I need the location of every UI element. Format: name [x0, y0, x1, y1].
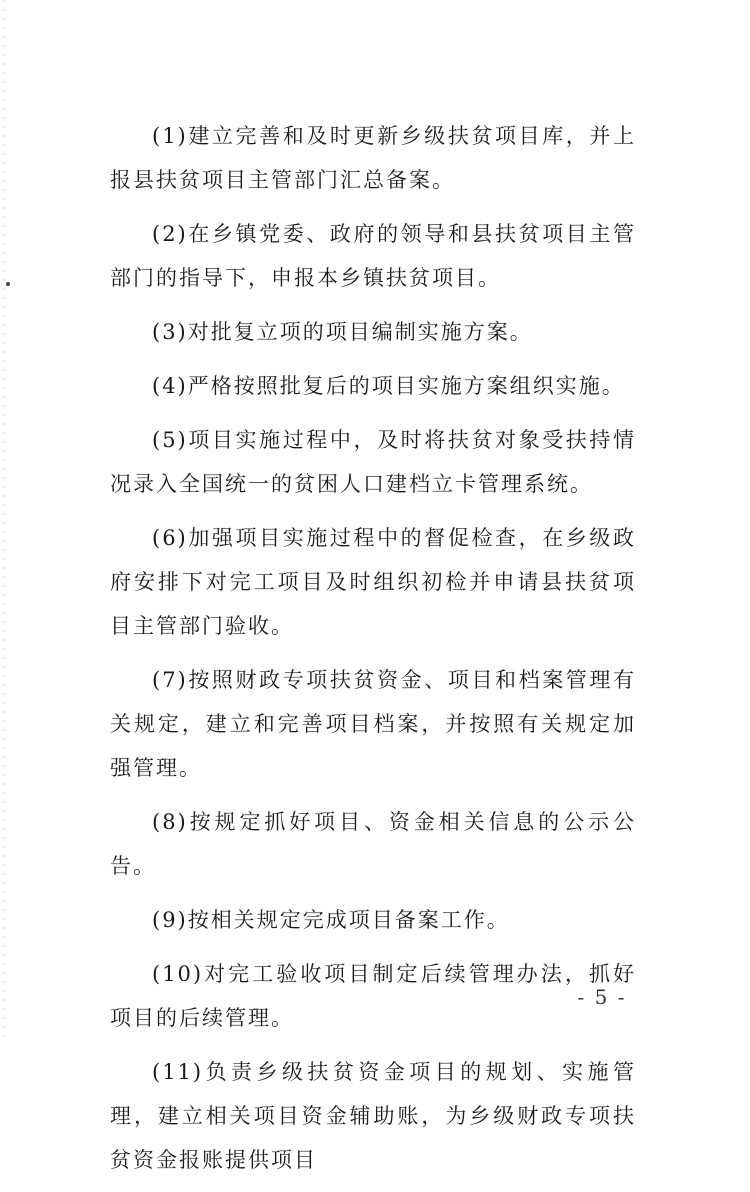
paragraph-4: (4)严格按照批复后的项目实施方案组织实施。 — [152, 374, 625, 398]
paragraph-7: (7)按照财政专项扶贫资金、项目和档案管理有关规定，建立和完善项目档案，并按照有关规定加强管理。 — [110, 668, 636, 780]
paragraph-9: (9)按相关规定完成项目备案工作。 — [152, 908, 510, 932]
paragraph-3: (3)对批复立项的项目编制实施方案。 — [152, 320, 533, 344]
paragraph-1: (1)建立完善和及时更新乡级扶贫项目库，并上报县扶贫项目主管部门汇总备案。 — [110, 124, 636, 192]
paragraph-11: (11)负责乡级扶贫资金项目的规划、实施管理，建立相关项目资金辅助账，为乡级财政专项扶贫资金报账提供项目 — [110, 1060, 636, 1172]
document-body — [110, 114, 636, 1192]
paragraph-2: (2)在乡镇党委、政府的领导和县扶贫项目主管部门的指导下，申报本乡镇扶贫项目。 — [110, 222, 636, 290]
page-number: - 5 - — [577, 985, 627, 1009]
paragraph-6: (6)加强项目实施过程中的督促检查，在乡级政府安排下对完工项目及时组织初检并申请县扶贫项目主管部门验收。 — [110, 526, 636, 638]
paragraph-5: (5)项目实施过程中，及时将扶贫对象受扶持情况录入全国统一的贫困人口建档立卡管理系统。 — [110, 428, 636, 496]
paragraph-8: (8)按规定抓好项目、资金相关信息的公示公告。 — [110, 810, 636, 878]
scan-speck — [6, 282, 10, 286]
scan-edge-marks — [2, 0, 5, 1040]
paragraph-10: (10)对完工验收项目制定后续管理办法，抓好项目的后续管理。 — [110, 962, 636, 1030]
